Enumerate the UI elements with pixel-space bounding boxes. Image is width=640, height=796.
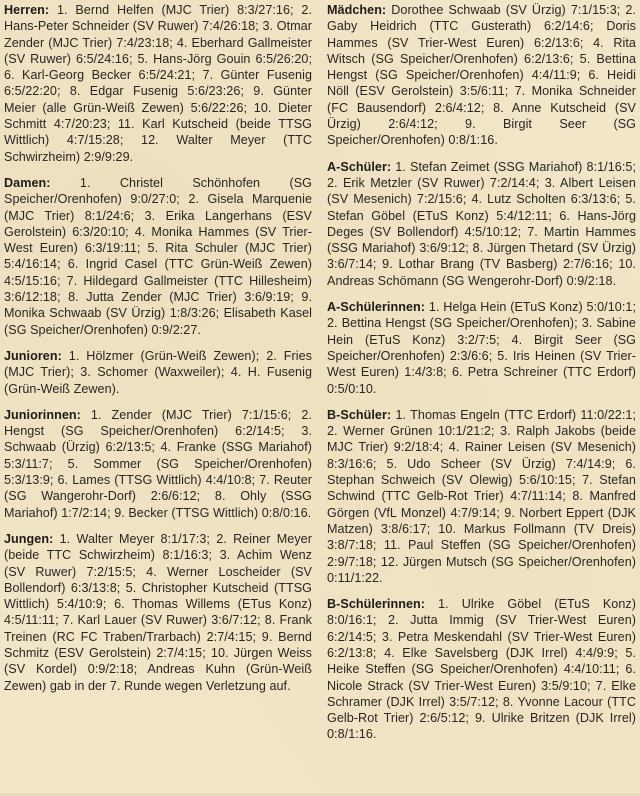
- section-text: 1. Bernd Helfen (MJC Trier) 8:3/27:16; 2. Hans-Peter Schneider (SV Ruwer) 7:4/26:18; 3. Otmar Zender (MJC Trier) 7:4/23:18; 4. Eberhard Gallmeister (SV Ruwer) 6:5/24:16; 5. Hans-Jörg Gouin 6:5/26:20; 6. Karl-Georg Becker 6:5/24:21; 7. Günter Fusenig 6:5/22:20; 8. Edgar Fusenig 5:6/23:26; 9. Günter Meier (alle Grün-Weiß Zewen) 5:6/22:26; 10. Dieter Schmitt 4:7/20:23; 11. Karl Kutscheid (beide TTSG Wittlich) 4:7/15:28; 12. Walter Meyer (TTC Schwirzheim) 2:9/9:29.: [4, 3, 312, 164]
- section-heading: Herren:: [4, 3, 50, 17]
- results-section-junioren: [4, 348, 312, 397]
- section-text: 1. Christel Schönhofen (SG Speicher/Orenhofen) 9:0/27:0; 2. Gisela Marquenie (MJC Trier) 8:1/24:6; 3. Erika Langerhans (ESV Gerolstein) 6:3/20:10; 4. Monika Hammes (SV Trier-West Euren) 6:3/19:11; 5. Rita Schuler (MJC Trier) 5:4/16:14; 6. Ingrid Casel (TTC Grün-Weiß Zewen) 4:5/15:16; 7. Hildegard Gallmeister (TTC Hillesheim) 3:6/12:18; 8. Jutta Zender (MJC Trier) 3:6/9:19; 9. Monika Schwaab (SV Ürzig) 1:8/3:26; Elisabeth Kasel (SG Speicher/Orenhofen) 0:9/2:27.: [4, 175, 312, 337]
- results-section-maedchen: [327, 2, 636, 149]
- results-section-a-schueler: [327, 159, 636, 289]
- section-heading: Juniorinnen:: [4, 407, 81, 422]
- results-section-herren: [4, 2, 312, 165]
- results-section-b-schueler: [327, 407, 636, 586]
- section-heading: B-Schülerinnen:: [327, 597, 426, 612]
- section-text: 1. Ulrike Göbel (ETuS Konz) 8:0/16:1; 2. Jutta Immig (SV Trier-West Euren) 6:2/14:5; 3. Petra Meskendahl (SV Trier-West Euren) 6:2/13:8; 4. Elke Savelsberg (DJK Irrel) 4:4/9:9; 5. Heike Steffen (SG Speicher/Orenhofen) 4:4/10:11; 6. Nicole Strack (SV Trier-West Euren) 3:5/9:10; 7. Elke Schramer (DJK Irrel) 3:5/7:12; 8. Yvonne Lacour (TTC Gelb-Rot Trier) 2:6/5:12; 9. Ulrike Britzen (DJK Irrel) 0:8/1:16.: [327, 597, 636, 742]
- section-text: 1. Thomas Engeln (TTC Erdorf) 11:0/22:1; 2. Werner Grünen 10:1/21:2; 3. Ralph Jakobs (beide MJC Trier) 9:2/18:4; 4. Rainer Leisen (SV Mesenich) 8:3/16:6; 5. Udo Scheer (SV Ürzig) 7:4/14:9; 6. Stephan Schweich (SV Olewig) 5:6/10:15; 7. Stefan Schwind (TTC Gelb-Rot Trier) 4:7/11:14; 8. Manfred Görgen (VfL Monzel) 4:7/9:14; 9. Norbert Eppert (DJK Matzen) 3:8/6:17; 10. Markus Follmann (TV Dreis) 3:8/7:18; 11. Paul Steffen (SG Speicher/Orenhofen) 2:9/7:18; 12. Jürgen Mutsch (SG Speicher/Orenhofen) 0:11/1:22.: [327, 407, 636, 585]
- results-section-a-schuelerinnen: [327, 299, 636, 397]
- section-heading: A-Schüler:: [327, 159, 392, 174]
- section-text: 1. Helga Hein (ETuS Konz) 5:0/10:1; 2. Bettina Hengst (SG Speicher/Orenhofen); 3. Sabine Hein (ETuS Konz) 3:2/7:5; 4. Birgit Seer (SG Speicher/Orenhofen) 2:3/6:6; 5. Iris Heinen (SV Trier-West Euren) 1:4/3:8; 6. Petra Schreiner (TTC Erdorf) 0:5/0:10.: [327, 300, 636, 396]
- section-text: Dorothee Schwaab (SV Ürzig) 7:1/15:3; 2. Gaby Heidrich (TTC Gusterath) 6:2/14:6; Doris Hammes (SV Trier-West Euren) 6:2/13:6; 4. Rita Witsch (SG Speicher/Orenhofen) 6:2/13:6; 5. Bettina Hengst (SG Speicher/Orenhofen) 4:4/11:9; 6. Heidi Nöll (ESV Gerolstein) 3:5/6:11; 7. Monika Schneider (FC Bausendorf) 2:6/4:12; 8. Anne Kutscheid (SV Ürzig) 2:6/4:12; 9. Birgit Seer (SG Speicher/Orenhofen) 0:8/1:16.: [327, 3, 636, 148]
- section-text: 1. Zender (MJC Trier) 7:1/15:6; 2. Hengst (SG Speicher/Orenhofen) 6:2/14:5; 3. Schwaab (Ürzig) 6:2/13:5; 4. Franke (SSG Mariahof) 5:3/11:7; 5. Sommer (SG Speicher/Orenhofen) 5:3/13:9; 6. Lames (TTSG Wittlich) 4:4/10:8; 7. Reuter (SG Wangerohr-Dorf) 2:6/6:12; 8. Ohly (SSG Mariahof) 1:7/2:14; 9. Becker (TTSG Wittlich) 0:8/0:16.: [4, 407, 312, 520]
- section-heading: B-Schüler:: [327, 407, 392, 422]
- section-heading: Jungen:: [4, 531, 54, 546]
- results-section-jungen: [4, 531, 312, 694]
- results-section-b-schuelerinnen: [327, 596, 636, 743]
- section-heading: Damen:: [4, 175, 51, 190]
- results-section-damen: [4, 175, 312, 338]
- section-text: 1. Stefan Zeimet (SSG Mariahof) 8:1/16:5; 2. Erik Metzler (SV Ruwer) 7:2/14:4; 3. Albert Leisen (SV Mesenich) 7:2/15:6; 4. Lutz Scholten 6:3/13:6; 5. Stefan Göbel (ETuS Konz) 5:4/12:11; 6. Hans-Jörg Deges (SV Bollendorf) 4:5/10:12; 7. Martin Hammes (SSG Mariahof) 3:6/9:12; 8. Jürgen Thetard (SV Ürzig) 3:6/7:14; 9. Lothar Brang (TV Basberg) 2:7/6:16; 10. Andreas Schömann (SG Wengerohr-Dorf) 0:9/2:18.: [327, 159, 636, 288]
- section-text: 1. Hölzmer (Grün-Weiß Zewen); 2. Fries (MJC Trier); 3. Schomer (Waxweiler); 4. H. Fusenig (Grün-Weiß Zewen).: [4, 348, 312, 396]
- section-heading: Mädchen:: [327, 3, 387, 17]
- left-column: [4, 2, 312, 704]
- right-column: [327, 2, 636, 753]
- section-text: 1. Walter Meyer 8:1/17:3; 2. Reiner Meyer (beide TTC Schwirzheim) 8:1/16:3; 3. Achim Wenz (SV Ruwer) 7:2/15:5; 4. Werner Loscheider (SV Bollendorf) 6:3/13:8; 5. Christopher Kutscheid (TTSG Wittlich) 5:4/10:9; 6. Thomas Willems (ETus Konz) 4:5/11:11; 7. Karl Lauer (SV Ruwer) 3:6/7:12; 8. Frank Treinen (RC FC Traben/Trarbach) 2:7/4:15; 9. Bernd Schmitz (ESV Gerolstein) 2:7/4:15; 10. Jürgen Weiss (SV Kordel) 0:9/2:18; Andreas Kuhn (Grün-Weiß Zewen) gab in der 7. Runde wegen Verletzung auf.: [4, 531, 312, 693]
- section-heading: A-Schülerinnen:: [327, 300, 426, 315]
- results-section-juniorinnen: [4, 407, 312, 521]
- section-heading: Junioren:: [4, 348, 62, 363]
